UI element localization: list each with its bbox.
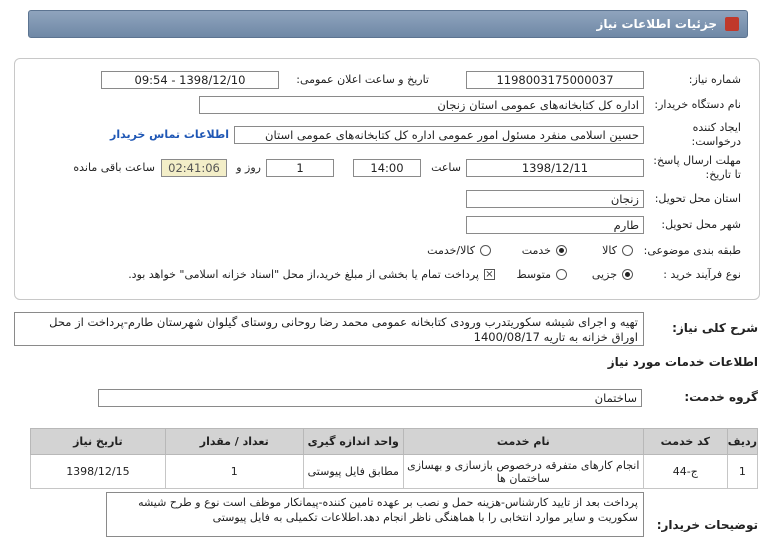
process-minor-radio[interactable] [622, 269, 633, 280]
creator-field: حسین اسلامی منفرد مسئول امور عمومی اداره کل کتابخانه‌های عمومی استان [234, 126, 644, 144]
category-goods-service-radio[interactable] [480, 245, 491, 256]
buyer-contact-link[interactable]: اطلاعات تماس خریدار [109, 128, 229, 141]
column-header: نام خدمت [403, 429, 643, 455]
column-header: تاریخ نیاز [31, 429, 166, 455]
quantity-cell: 1 [165, 455, 303, 489]
remaining-time-label: ساعت باقی مانده [73, 161, 155, 174]
service-name-cell: انجام کارهای متفرقه درخصوص بازسازی و بهسازی ساختمان ها [403, 455, 643, 489]
province-label: استان محل تحویل: [654, 192, 741, 205]
remaining-time-field: 02:41:06 [161, 159, 227, 177]
treasury-payment-note: پرداخت تمام یا بخشی از مبلغ خرید،از محل "اسناد خزانه اسلامی" خواهد بود. [128, 268, 479, 281]
creator-label: ایجاد کننده [692, 121, 741, 134]
announce-datetime-field: 1398/12/10 - 09:54 [101, 71, 279, 89]
description-label: شرح کلی نیاز: [672, 321, 758, 335]
column-header: تعداد / مقدار [165, 429, 303, 455]
process-type-label: نوع فرآیند خرید : [663, 268, 741, 281]
need-details-panel [14, 58, 760, 300]
deadline-time-label: ساعت [431, 161, 461, 174]
province-field: زنجان [466, 190, 644, 208]
days-remaining-field: 1 [266, 159, 334, 177]
days-label: روز و [236, 161, 261, 174]
category-goods-radio[interactable] [622, 245, 633, 256]
table-row [31, 455, 758, 489]
column-header: واحد اندازه گیری [303, 429, 403, 455]
services-section-title: اطلاعات خدمات مورد نیاز [607, 355, 758, 369]
services-table [30, 428, 758, 489]
process-minor-label: جزیی [591, 268, 617, 281]
service-group-label: گروه خدمت: [684, 390, 758, 404]
treasury-payment-checkbox[interactable]: × [485, 269, 494, 280]
category-label: طبقه بندی موضوعی: [643, 244, 741, 257]
category-goods-label: کالا [602, 244, 617, 257]
description-field: تهیه و اجرای شیشه سکوریتدرب ورودی کتابخانه عمومی محمد رضا روحانی روستای گیلوان شهرستان طارم-پرداخت از محل اوراق خزانه به تاریه 1400/08/17 [14, 312, 644, 346]
city-label: شهر محل تحویل: [661, 218, 741, 231]
announce-datetime-label: تاریخ و ساعت اعلان عمومی: [296, 73, 429, 86]
page-title-bar [28, 10, 748, 38]
buyer-notes-field: پرداخت بعد از تایید کارشناس-هزینه حمل و نصب بر عهده تامین کننده-پیمانکار موظف است نوع و طرح شیشه سکوریت و سایر موارد انتخابی را با هماهنگی ناظر انجام دهد.اطلاعات تکمیلی به فایل پیوستی [106, 492, 644, 537]
table-header-row [31, 429, 758, 455]
page-title: جزئیات اطلاعات نیاز [596, 17, 717, 31]
info-icon [725, 17, 739, 31]
process-medium-label: متوسط [516, 268, 551, 281]
column-header: ردیف [727, 429, 757, 455]
buyer-notes-label: توضیحات خریدار: [656, 518, 758, 532]
service-code-cell: ج-44 [643, 455, 727, 489]
process-medium-radio[interactable] [556, 269, 567, 280]
category-service-radio[interactable] [556, 245, 567, 256]
column-header: کد خدمت [643, 429, 727, 455]
unit-cell: مطابق فایل پیوستی [303, 455, 403, 489]
deadline-time-field: 14:00 [353, 159, 421, 177]
deadline-date-field: 1398/12/11 [466, 159, 644, 177]
deadline-to-date-label: تا تاریخ: [705, 168, 741, 181]
service-group-field: ساختمان [98, 389, 642, 407]
need-number-label: شماره نیاز: [688, 73, 741, 86]
city-field: طارم [466, 216, 644, 234]
need-number-field: 1198003175000037 [466, 71, 644, 89]
category-goods-service-label: کالا/خدمت [427, 244, 475, 257]
row-number-cell: 1 [727, 455, 757, 489]
buyer-field: اداره کل کتابخانه‌های عمومی استان زنجان [199, 96, 644, 114]
category-service-label: خدمت [521, 244, 551, 257]
deadline-label: مهلت ارسال پاسخ: [653, 154, 741, 167]
need-date-cell: 1398/12/15 [31, 455, 166, 489]
buyer-label: نام دستگاه خریدار: [654, 98, 741, 111]
creator-label-2: درخواست: [691, 135, 741, 148]
